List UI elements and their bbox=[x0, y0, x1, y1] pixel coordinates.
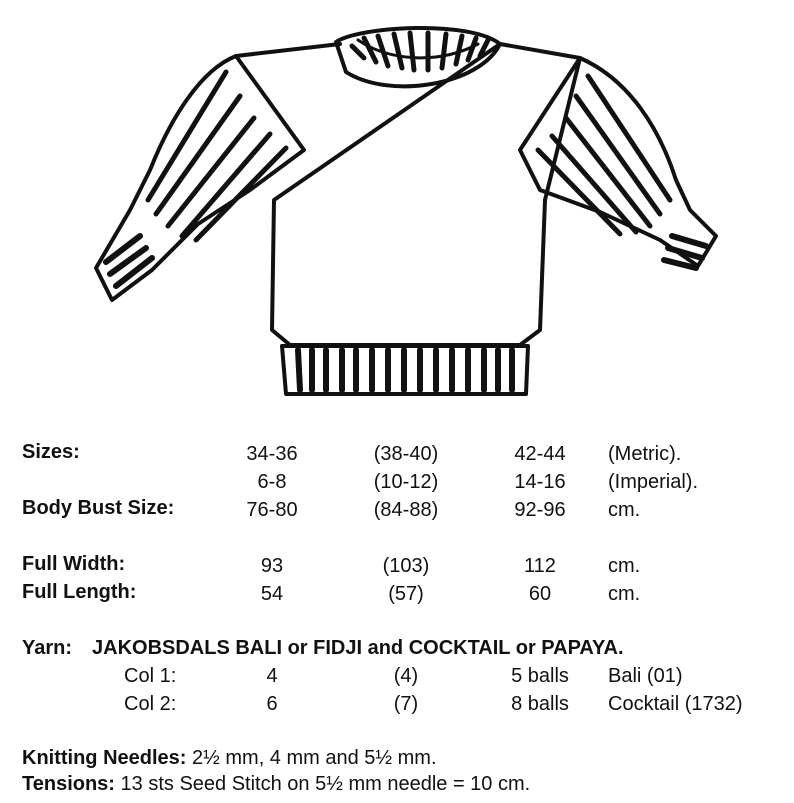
bust-value-2: (84-88) bbox=[373, 499, 439, 521]
yarn-brand: JAKOBSDALS BALI or FIDJI and COCKTAIL or PAPAYA. bbox=[92, 637, 624, 659]
col2-label: Col 2: bbox=[124, 693, 177, 715]
sweater-body-outline bbox=[236, 44, 580, 345]
col1-value-3: 5 balls bbox=[511, 665, 569, 687]
col1-color: Bali (01) bbox=[608, 665, 683, 687]
bust-value-1: 76-80 bbox=[246, 499, 298, 521]
bust-unit: cm. bbox=[608, 499, 641, 521]
size-imperial-3: 14-16 bbox=[514, 471, 566, 493]
tension-value: 13 sts Seed Stitch on 5½ mm needle = 10 cm. bbox=[120, 773, 531, 795]
col1-value-1: 4 bbox=[266, 665, 278, 687]
col2-value-2: (7) bbox=[393, 693, 419, 715]
size-metric-2: (38-40) bbox=[373, 443, 439, 465]
size-imperial-unit: (Imperial). bbox=[608, 471, 699, 493]
size-imperial-1: 6-8 bbox=[257, 471, 287, 493]
length-value-2: (57) bbox=[388, 583, 424, 605]
length-label: Full Length: bbox=[22, 581, 137, 603]
size-imperial-2: (10-12) bbox=[373, 471, 439, 493]
col2-color: Cocktail (1732) bbox=[608, 693, 743, 715]
needles-label: Knitting Needles: bbox=[22, 747, 187, 769]
tension-label: Tensions: bbox=[22, 773, 115, 795]
size-metric-3: 42-44 bbox=[514, 443, 566, 465]
needles-line bbox=[22, 746, 437, 770]
col2-value-1: 6 bbox=[266, 693, 278, 715]
col1-value-2: (4) bbox=[393, 665, 419, 687]
col2-value-3: 8 balls bbox=[511, 693, 569, 715]
col1-label: Col 1: bbox=[124, 665, 177, 687]
size-metric-unit: (Metric). bbox=[608, 443, 682, 465]
width-value-1: 93 bbox=[260, 555, 284, 577]
length-unit: cm. bbox=[608, 583, 641, 605]
yarn-label: Yarn: bbox=[22, 637, 73, 659]
needles-value: 2½ mm, 4 mm and 5½ mm. bbox=[192, 747, 437, 769]
sizes-label: Sizes: bbox=[22, 441, 80, 463]
width-value-2: (103) bbox=[382, 555, 430, 577]
size-metric-1: 34-36 bbox=[246, 443, 298, 465]
width-value-3: 112 bbox=[524, 555, 556, 577]
width-label: Full Width: bbox=[22, 553, 126, 575]
length-value-3: 60 bbox=[528, 583, 552, 605]
bust-value-3: 92-96 bbox=[514, 499, 566, 521]
width-unit: cm. bbox=[608, 555, 641, 577]
bust-label: Body Bust Size: bbox=[22, 497, 175, 519]
length-value-1: 54 bbox=[260, 583, 284, 605]
tension-line bbox=[22, 772, 530, 796]
